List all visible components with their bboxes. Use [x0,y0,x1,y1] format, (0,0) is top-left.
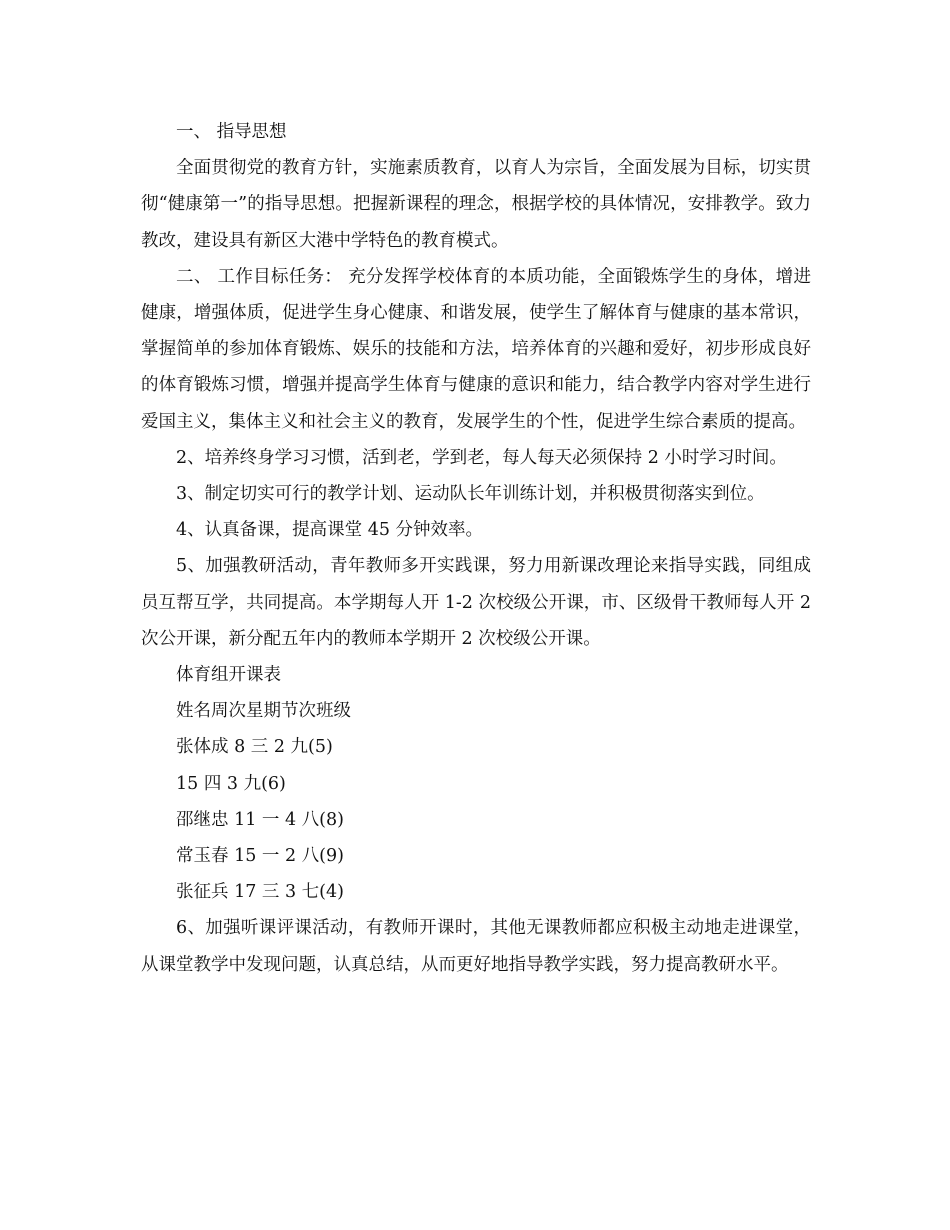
schedule-header-line: 姓名周次星期节次班级 [176,701,351,722]
schedule-line: 张征兵 17 三 3 七(4) [176,882,344,903]
schedule-title: 体育组开课表 [176,665,281,686]
document-body [141,114,811,983]
heading-guiding-ideology: 一、 指导思想 [176,122,287,142]
paragraph-guiding-ideology: 全面贯彻党的教育方针，实施素质教育，以育人为宗旨，全面发展为目标，切实贯彻“健康第一”的指导思想。把握新课程的理念，根据学校的具体情况，安排教学。致力教改，建设具有新区大港中学特色的教育模式。 [141,158,811,251]
paragraph-item-5: 5、加强教研活动，青年教师多开实践课，努力用新课改理论来指导实践，同组成员互帮互学，共同提高。本学期每人开 1-2 次校级公开课，市、区级骨干教师每人开 2 次公开课，新分配五年内的教师本学期开 2 次校级公开课。 [141,556,811,649]
schedule-line: 张体成 8 三 2 九(5) [176,737,333,758]
schedule-line: 15 四 3 九(6) [176,773,286,794]
schedule-line: 常玉春 15 一 2 八(9) [176,846,344,867]
schedule-line: 邵继忠 11 一 4 八(8) [176,809,344,830]
paragraph-item-4: 4、认真备课，提高课堂 45 分钟效率。 [176,520,484,541]
paragraph-item-2: 2、培养终身学习习惯，活到老，学到老，每人每天必须保持 2 小时学习时间。 [176,447,787,468]
paragraph-item-3: 3、制定切实可行的教学计划、运动队长年训练计划，并积极贯彻落实到位。 [176,484,765,505]
paragraph-item-6: 6、加强听课评课活动，有教师开课时，其他无课教师都应积极主动地走进课堂，从课堂教学中发现问题，认真总结，从而更好地指导教学实践，努力提高教研水平。 [141,918,811,975]
paragraph-work-goals: 二、 工作目标任务： 充分发挥学校体育的本质功能，全面锻炼学生的身体，增进健康，增强体质，促进学生身心健康、和谐发展，使学生了解体育与健康的基本常识，掌握简单的参加体育锻炼、娱乐的技能和方法，培养体育的兴趣和爱好，初步形成良好的体育锻炼习惯，增强并提高学生体育与健康的意识和能力，结合教学内容对学生进行爱国主义，集体主义和社会主义的教育，发展学生的个性，促进学生综合素质的提高。 [141,266,811,432]
